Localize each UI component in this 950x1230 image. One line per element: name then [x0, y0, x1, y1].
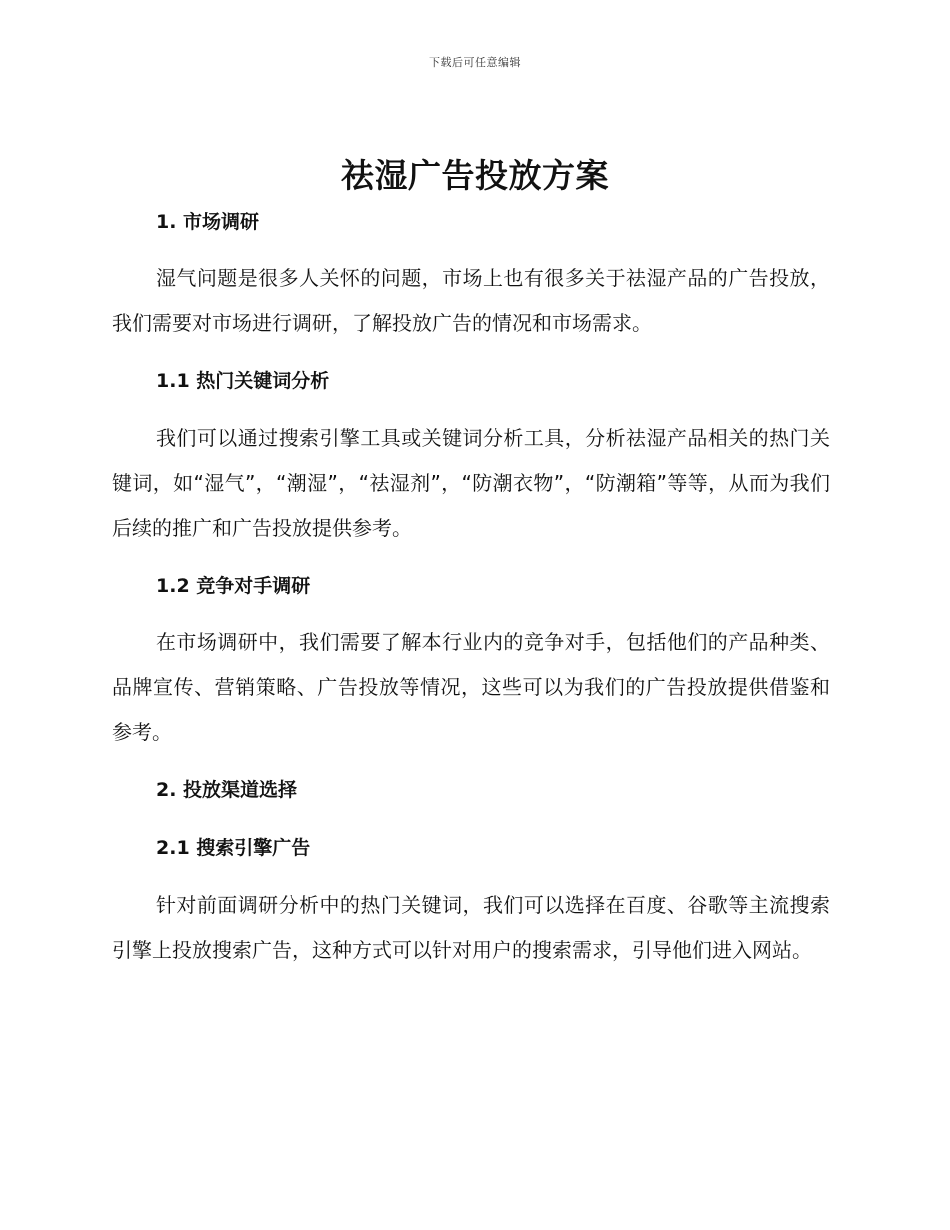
header-note: 下载后可任意编辑: [429, 56, 521, 69]
paragraph-competitor-research: 在市场调研中，我们需要了解本行业内的竞争对手，包括他们的产品种类、品牌宣传、营销策略、广告投放等情况，这些可以为我们的广告投放提供借鉴和参考。: [112, 630, 830, 744]
paragraph-keyword-analysis: 我们可以通过搜索引擎工具或关键词分析工具，分析祛湿产品相关的热门关键词，如“湿气”，“潮湿”，“祛湿剂”，“防潮衣物”，“防潮箱”等等，从而为我们后续的推广和广告投放提供参考。: [112, 426, 830, 540]
section-heading-competitor-research: 1.2 竞争对手调研: [156, 575, 311, 597]
document-title: 祛湿广告投放方案: [341, 156, 609, 195]
paragraph-search-engine-ads: 针对前面调研分析中的热门关键词，我们可以选择在百度、谷歌等主流搜索引擎上投放搜索广告，这种方式可以针对用户的搜索需求，引导他们进入网站。: [112, 893, 830, 962]
section-heading-keyword-analysis: 1.1 热门关键词分析: [156, 370, 330, 392]
section-heading-search-engine-ads: 2.1 搜索引擎广告: [156, 837, 311, 859]
section-heading-channel-selection: 2. 投放渠道选择: [156, 779, 298, 801]
paragraph-market-research: 湿气问题是很多人关怀的问题，市场上也有很多关于祛湿产品的广告投放，我们需要对市场进行调研，了解投放广告的情况和市场需求。: [112, 266, 830, 335]
section-heading-market-research: 1. 市场调研: [156, 211, 260, 233]
